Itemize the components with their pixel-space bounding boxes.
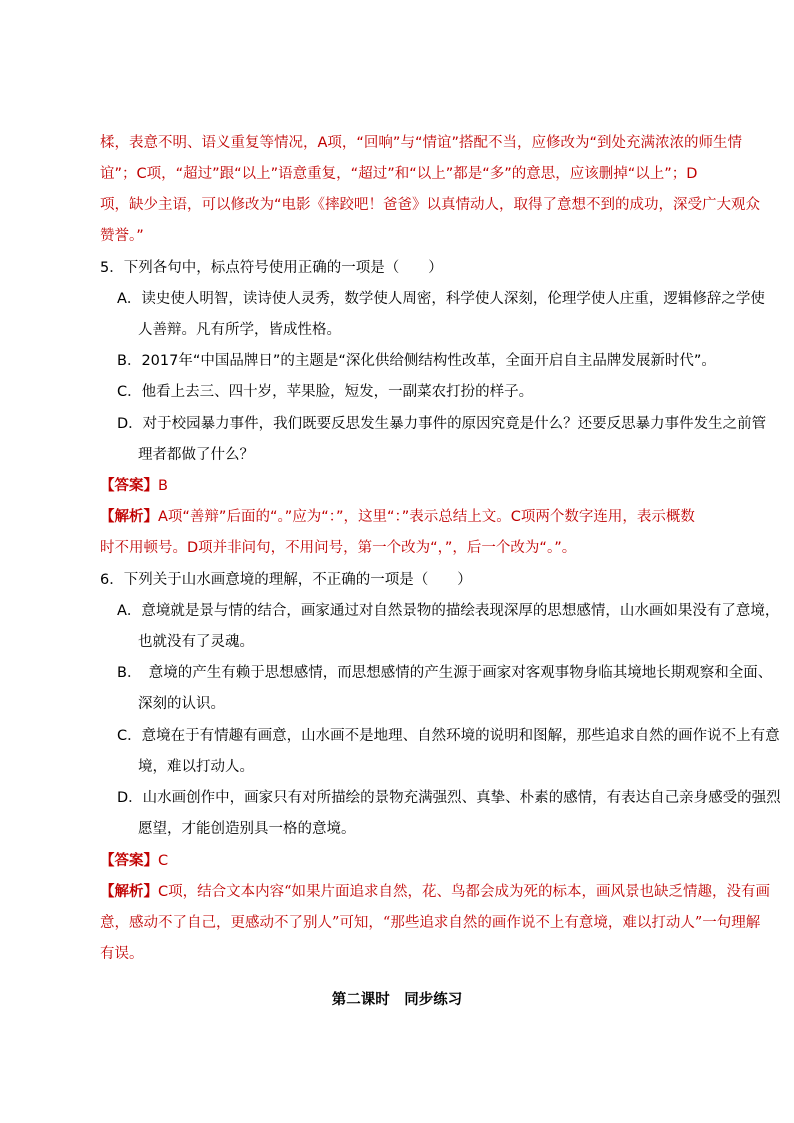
analysis-label: 【解析】 bbox=[100, 509, 158, 525]
question-6-stem: 6．下列关于山水画意境的理解，不正确的一项是（ ） bbox=[100, 572, 472, 588]
question-6-option-b-cont: 深刻的认识。 bbox=[138, 696, 225, 712]
analysis-quote-2: “那些追求自然的画作说不上有意境，难以打动人” bbox=[382, 915, 703, 931]
question-5-option-c: C．他看上去三、四十岁，苹果脸，短发，一副菜农打扮的样子。 bbox=[117, 384, 534, 400]
question-6-option-b: B． 意境的产生有赖于思想感情，而思想感情的产生源于画家对客观事物身临其境地长期观察和全面、 bbox=[117, 665, 773, 681]
question-5-answer bbox=[100, 476, 168, 496]
question-5-option-a: A．读史使人明智，读诗使人灵秀，数学使人周密，科学使人深刻，伦理学使人庄重，逻辑修辞之学使 bbox=[117, 291, 765, 307]
analysis-text: A项“善辩”后面的“。”应为“：”，这里“：”表示总结上文。C项两个数字连用，表示概数 bbox=[158, 509, 695, 525]
question-6-analysis bbox=[100, 882, 770, 902]
prev-explanation-line-2: 谊”；C项，“超过”跟“以上”语意重复，“超过”和“以上”都是“多”的意思，应该删掉“以上”；D bbox=[100, 166, 698, 182]
question-6-answer bbox=[100, 851, 168, 871]
prev-explanation-line-3: 项，缺少主语，可以修改为“电影《摔跤吧！爸爸》以真情动人，取得了意想不到的成功，深受广大观众 bbox=[100, 197, 761, 213]
question-5-stem: 5．下列各句中，标点符号使用正确的一项是（ ） bbox=[100, 260, 443, 276]
question-6-analysis-cont bbox=[100, 913, 760, 933]
question-6-option-a: A．意境就是景与情的结合，画家通过对自然景物的描绘表现深厚的思想感情，山水画如果没有了意境， bbox=[117, 603, 780, 619]
question-5-option-d-cont: 理者都做了什么？ bbox=[138, 447, 254, 463]
section-title: 第二课时 同步练习 bbox=[331, 992, 463, 1008]
analysis-quote-cont: 意，感动不了自己，更感动不了别人” bbox=[100, 915, 340, 931]
question-5-option-a-cont: 人善辩。凡有所学，皆成性格。 bbox=[138, 322, 341, 338]
answer-label: 【答案】 bbox=[100, 478, 158, 494]
analysis-text: C项，结合文本内容 bbox=[158, 884, 285, 900]
analysis-quote: “如果片面追求自然，花、鸟都会成为死的标本，画风景也缺乏情趣，没有画 bbox=[284, 884, 771, 900]
answer-label: 【答案】 bbox=[100, 853, 158, 869]
question-5-analysis bbox=[100, 507, 695, 527]
analysis-label: 【解析】 bbox=[100, 884, 158, 900]
question-5-option-b: B．2017年“中国品牌日”的主题是“深化供给侧结构性改革，全面开启自主品牌发展新时代”。 bbox=[117, 353, 716, 369]
question-6-option-d-cont: 愿望，才能创造别具一格的意境。 bbox=[138, 821, 356, 837]
prev-explanation-line-4: 赞誉。” bbox=[100, 228, 144, 244]
question-6-option-a-cont: 也就没有了灵魂。 bbox=[138, 634, 254, 650]
answer-value: C bbox=[158, 853, 169, 869]
analysis-text-cont: 可知， bbox=[339, 915, 383, 931]
question-6-option-c: C．意境在于有情趣有画意，山水画不是地理、自然环境的说明和图解，那些追求自然的画作说不上有意 bbox=[117, 728, 780, 744]
question-5-analysis-cont: 时不用顿号。D项并非问句，不用问号，第一个改为“，”，后一个改为“。”。 bbox=[100, 540, 577, 556]
question-6-analysis-end: 有误。 bbox=[100, 946, 144, 962]
question-6-option-c-cont: 境，难以打动人。 bbox=[138, 759, 254, 775]
prev-explanation-line-1: 楺，表意不明、语义重复等情况，A项，“回响”与“情谊”搭配不当，应修改为“到处充满浓浓的师生情 bbox=[100, 135, 742, 151]
analysis-text-end: 一句理解 bbox=[702, 915, 761, 931]
question-5-option-d: D．对于校园暴力事件，我们既要反思发生暴力事件的原因究竟是什么？还要反思暴力事件发生之前管 bbox=[117, 416, 767, 432]
answer-value: B bbox=[158, 478, 168, 494]
question-6-option-d: D．山水画创作中，画家只有对所描绘的景物充满强烈、真挚、朴素的感情，有表达自己亲身感受的强烈 bbox=[117, 790, 781, 806]
